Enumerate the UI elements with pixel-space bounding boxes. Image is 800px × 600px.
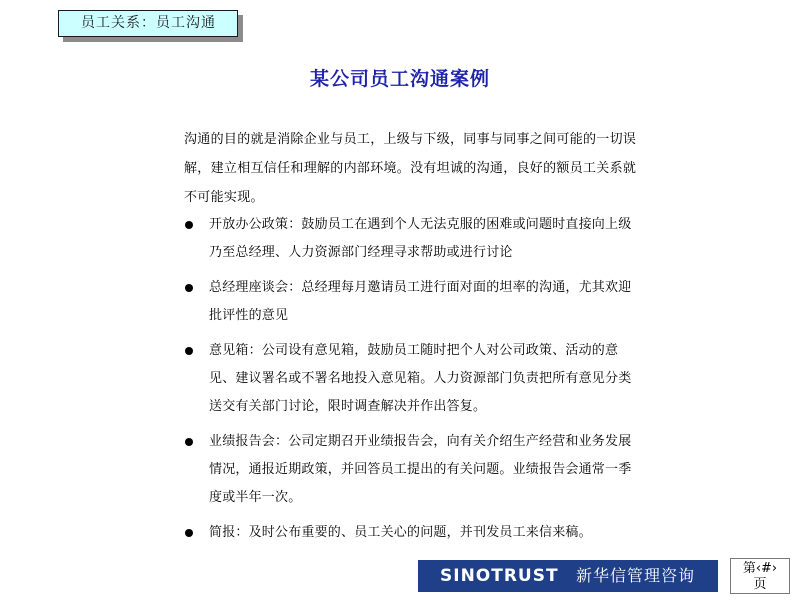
bullet-item	[184, 211, 644, 267]
section-tag-label: 员工关系：员工沟通	[58, 10, 238, 37]
bullet-item	[184, 337, 644, 421]
bullet-dot-icon	[185, 221, 193, 229]
bullet-text: 业绩报告会：公司定期召开业绩报告会，向有关介绍生产经营和业务发展情况，通报近期政策，并回答员工提出的有关问题。业绩报告会通常一季度或半年一次。	[209, 434, 632, 505]
bullet-text: 简报：及时公布重要的、员工关心的问题，并刊发员工来信来稿。	[209, 525, 592, 540]
intro-paragraph: 沟通的目的就是消除企业与员工，上级与下级，同事与同事之间可能的一切误解，建立相互信任和理解的内部环境。没有坦诚的沟通，良好的额员工关系就不可能实现。	[184, 132, 637, 205]
bullet-text: 开放办公政策：鼓励员工在遇到个人无法克服的困难或问题时直接向上级乃至总经理、人力资源部门经理寻求帮助或进行讨论	[209, 217, 632, 260]
bullet-dot-icon	[185, 529, 193, 537]
page-number-box	[730, 558, 790, 594]
bullet-item	[184, 274, 644, 330]
bullet-text: 意见箱：公司设有意见箱，鼓励员工随时把个人对公司政策、活动的意见、建议署名或不署名地投入意见箱。人力资源部门负责把所有意见分类送交有关部门讨论，限时调查解决并作出答复。	[209, 343, 632, 414]
brand-logo-text: SINOTRUST	[440, 566, 559, 586]
page-title: 某公司员工沟通案例	[309, 68, 490, 90]
bullet-list	[184, 211, 644, 554]
company-name: 新华信管理咨询	[576, 566, 696, 585]
page-number-bottom: 页	[753, 577, 767, 592]
bullet-dot-icon	[185, 284, 193, 292]
bullet-item	[184, 428, 644, 512]
section-tag	[58, 10, 240, 38]
bullet-text: 总经理座谈会：总经理每月邀请员工进行面对面的坦率的沟通，尤其欢迎批评性的意见	[209, 280, 632, 323]
bullet-dot-icon	[185, 438, 193, 446]
page-number-top: 第‹#›	[742, 561, 778, 576]
bullet-item	[184, 519, 644, 547]
bullet-dot-icon	[185, 347, 193, 355]
footer-brand-bar	[418, 560, 718, 592]
